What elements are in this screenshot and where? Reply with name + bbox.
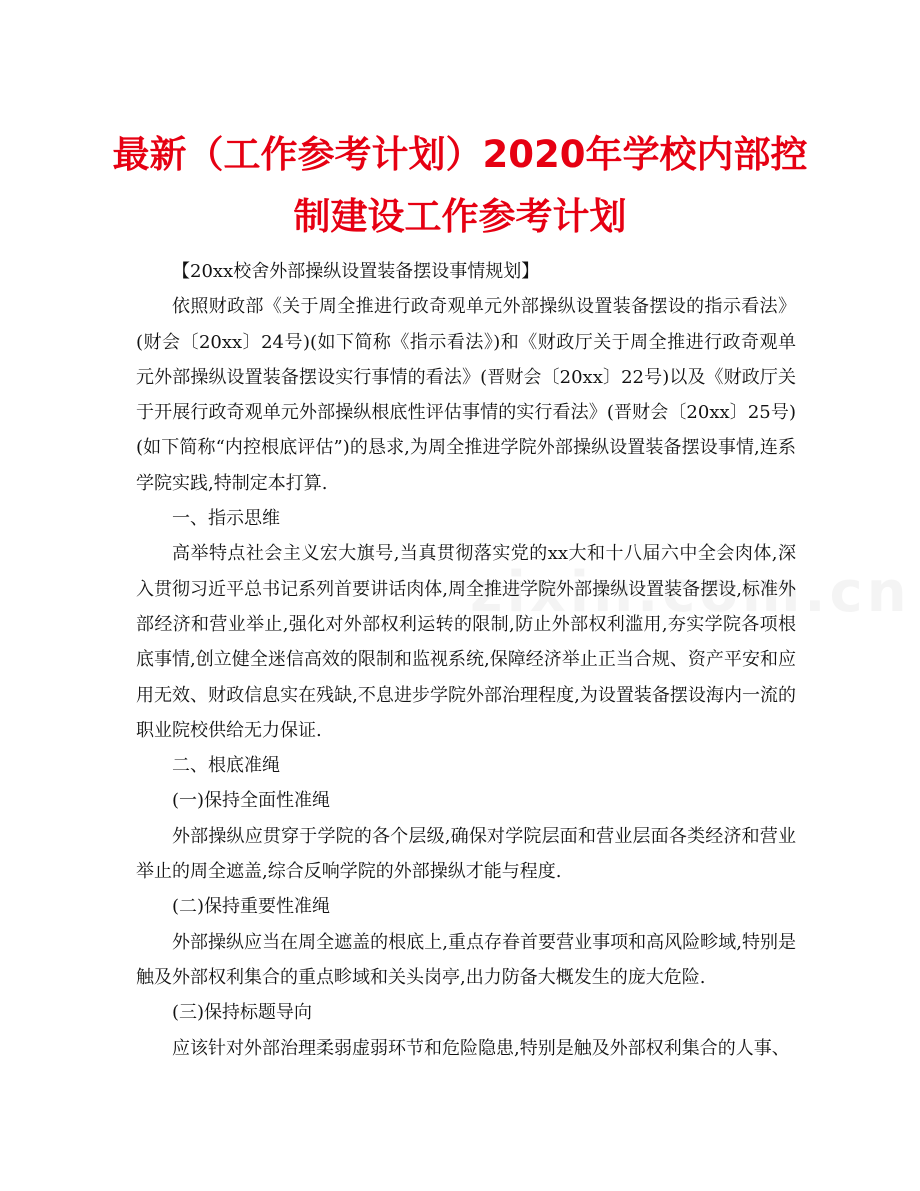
paragraph-problem-orientation: 应该针对外部治理柔弱虚弱环节和危险隐患,特别是触及外部权利集合的人事、 [172,1037,790,1059]
document-body [136,254,796,1066]
paragraph-guiding-thought: 高举特点社会主义宏大旗号,当真贯彻落实党的xx大和十八届六中全会肉体,深入贯彻习近平总书记系列首要讲话肉体,周全推进学院外部操纵设置装备摆设,标准外部经济和营业举止,强化对外部权利运转的限制,防止外部权利滥用,夯实学院各项根底事情,创立健全迷信高效的限制和监视系统,保障经济举止正当合规、资产平安和应用无效、财政信息实在残缺,不息进步学院外部治理程度,为设置装备摆设海内一流的职业院校供给无力保证. [136,543,796,741]
paragraph-plan-heading: 【20xx校舍外部操纵设置装备摆设事情规划】 [172,261,540,282]
document-title-line-1: 最新（工作参考计划）2020年学校内部控 [112,133,808,176]
paragraph-comprehensiveness: 外部操纵应贯穿于学院的各个层级,确保对学院层面和营业层面各类经济和营业举止的周全遮盖,综合反响学院的外部操纵才能与程度. [136,825,796,883]
document-title-line-2: 制建设工作参考计划 [293,195,627,238]
subheading-importance: (二)保持重要性准绳 [172,896,331,918]
section-heading-guiding-thought: 一、指示思维 [172,508,280,530]
section-heading-principles: 二、根底准绳 [172,755,280,777]
paragraph-importance: 外部操纵应当在周全遮盖的根底上,重点存眷首要营业事项和高风险畛域,特别是触及外部权利集合的重点畛域和关头岗亭,出力防备大概发生的庞大危险. [136,931,796,988]
subheading-comprehensiveness: (一)保持全面性准绳 [172,790,331,812]
subheading-problem-orientation: (三)保持标题导向 [172,1002,313,1024]
paragraph-intro: 依照财政部《关于周全推进行政奇观单元外部操纵设置装备摆设的指示看法》(财会〔20xx〕24号)(如下简称《指示看法》)和《财政厅关于周全推进行政奇观单元外部操纵设置装备摆设实行事情的看法》(晋财会〔20xx〕22号)以及《财政厅关于开展行政奇观单元外部操纵根底性评估事情的实行看法》(晋财会〔20xx〕25号)(如下简称“内控根底评估”)的恳求,为周全推进学院外部操纵设置装备摆设事情,连系学院实践,特制定本打算. [136,296,796,494]
